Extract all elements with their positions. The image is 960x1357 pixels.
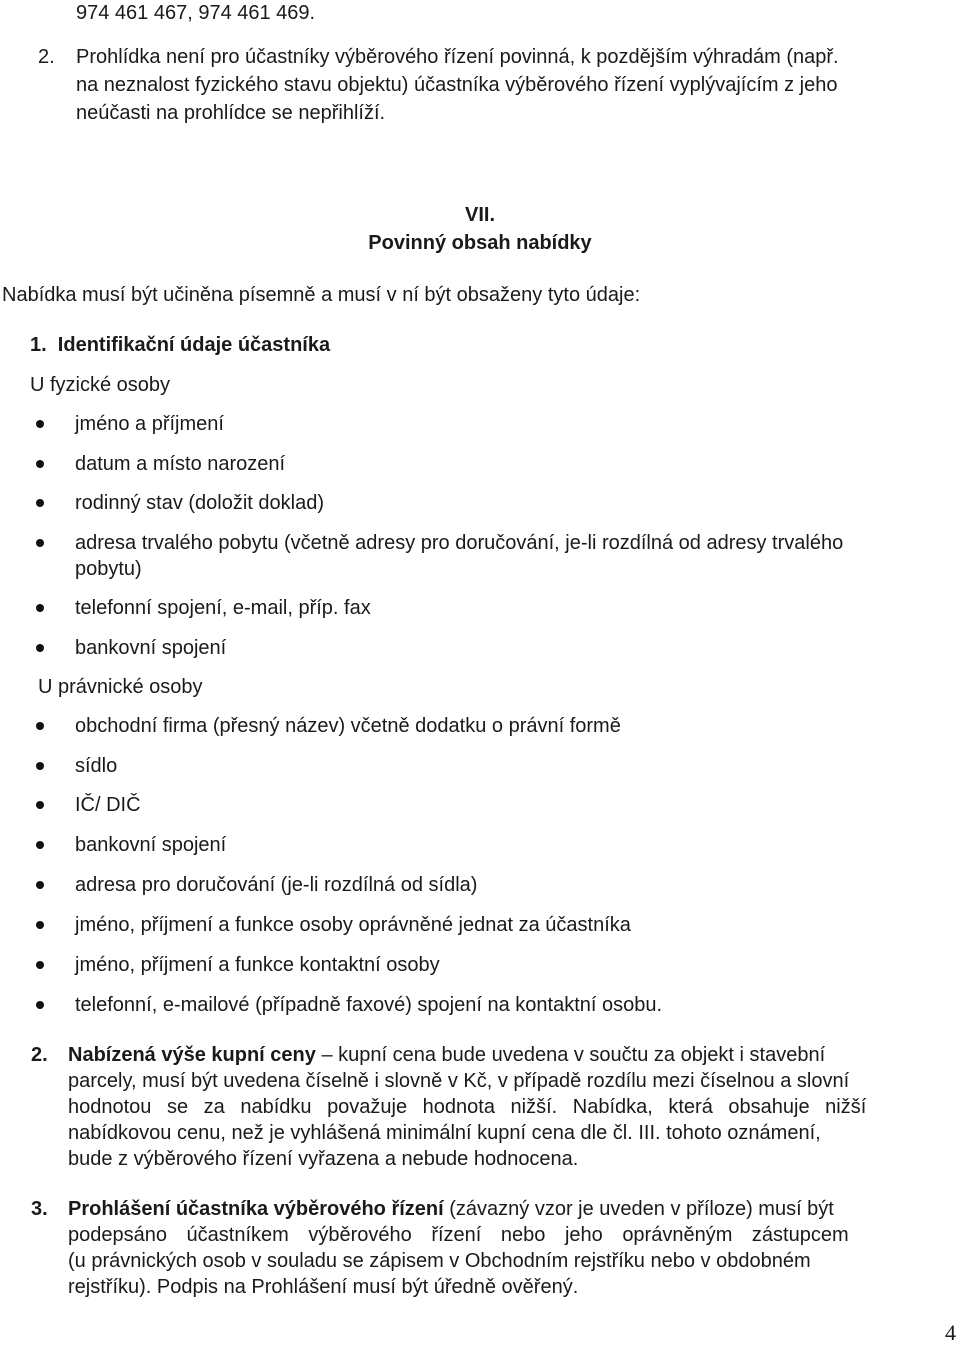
bullet-icon — [36, 841, 44, 849]
part3-line-2: podepsáno účastníkem výběrového řízení nebo jeho oprávněným zástupcem — [68, 1224, 849, 1246]
item2-line-1: Prohlídka není pro účastníky výběrového řízení povinná, k pozdějším výhradám (např. — [76, 46, 839, 68]
bullet-icon — [36, 1001, 44, 1009]
bullet-icon — [36, 499, 44, 507]
part2-line-5: bude z výběrového řízení vyřazena a nebude hodnocena. — [68, 1148, 579, 1170]
list-item: telefonní spojení, e-mail, příp. fax — [75, 597, 371, 619]
physical-person-label: U fyzické osoby — [30, 374, 171, 396]
bullet-icon — [36, 460, 44, 468]
legal-person-label: U právnické osoby — [38, 676, 203, 698]
list-item: obchodní firma (přesný název) včetně dodatku o právní formě — [75, 715, 621, 737]
bullet-icon — [36, 801, 44, 809]
section-title: Povinný obsah nabídky — [368, 232, 592, 254]
list-item: datum a místo narození — [75, 453, 286, 475]
bullet-icon — [36, 921, 44, 929]
list-item: sídlo — [75, 755, 118, 777]
list-item: adresa pro doručování (je-li rozdílná od sídla) — [75, 874, 478, 896]
part2-line-1 — [68, 1042, 825, 1068]
bullet-icon — [36, 722, 44, 730]
page-number: 4 — [945, 1320, 956, 1345]
item2-number: 2. — [38, 46, 55, 68]
part3-bold-lead: Prohlášení účastníka výběrového řízení — [68, 1198, 444, 1220]
part1-heading: 1. Identifikační údaje účastníka — [30, 334, 331, 356]
list-item: IČ/ DIČ — [75, 794, 141, 816]
bullet-icon — [36, 881, 44, 889]
section-number: VII. — [464, 204, 495, 226]
part2-line-3: hodnotou se za nabídku považuje hodnota nižší. Nabídka, která obsahuje nižší — [68, 1096, 867, 1118]
list-item: jméno a příjmení — [75, 413, 224, 435]
part3-line-1-text: (závazný vzor je uveden v příloze) musí být — [443, 1198, 834, 1220]
part2-line-4: nabídkovou cenu, než je vyhlášená minimální kupní cena dle čl. III. tohoto oznámení, — [68, 1122, 821, 1144]
part3-line-3: (u právnických osob v souladu se zápisem v Obchodním rejstříku nebo v obdobném — [68, 1250, 811, 1272]
item2-line-2: na neznalost fyzického stavu objektu) účastníka výběrového řízení vyplývajícím z jeho — [76, 74, 838, 96]
bullet-icon — [36, 762, 44, 770]
section-intro: Nabídka musí být učiněna písemně a musí v ní být obsaženy tyto údaje: — [2, 284, 641, 306]
list-item: bankovní spojení — [75, 637, 227, 659]
list-item: rodinný stav (doložit doklad) — [75, 492, 325, 514]
part3-line-4: rejstříku). Podpis na Prohlášení musí být úředně ověřený. — [68, 1276, 579, 1298]
list-item-continuation: pobytu) — [75, 558, 142, 580]
part2-line-1-text: – kupní cena bude uvedena v součtu za objekt i stavební — [315, 1044, 826, 1066]
part2-line-2: parcely, musí být uvedena číselně i slovně v Kč, v případě rozdílu mezi číselnou a slovní — [68, 1070, 850, 1092]
bullet-icon — [36, 539, 44, 547]
list-item: jméno, příjmení a funkce kontaktní osoby — [75, 954, 440, 976]
bullet-icon — [36, 604, 44, 612]
item2-line-3: neúčasti na prohlídce se nepřihlíží. — [76, 102, 386, 124]
part2-bold-lead: Nabízená výše kupní ceny — [68, 1044, 316, 1066]
bullet-icon — [36, 420, 44, 428]
list-item: telefonní, e-mailové (případně faxové) spojení na kontaktní osobu. — [75, 994, 663, 1016]
list-item: jméno, příjmení a funkce osoby oprávněné jednat za účastníka — [75, 914, 631, 936]
part3-number: 3. — [31, 1198, 48, 1220]
bullet-icon — [36, 644, 44, 652]
bullet-icon — [36, 961, 44, 969]
part2-number: 2. — [31, 1044, 48, 1066]
top-line: 974 461 467, 974 461 469. — [76, 2, 316, 24]
part3-line-1 — [68, 1196, 834, 1222]
list-item: adresa trvalého pobytu (včetně adresy pro doručování, je-li rozdílná od adresy trvalého — [75, 532, 844, 554]
list-item: bankovní spojení — [75, 834, 227, 856]
